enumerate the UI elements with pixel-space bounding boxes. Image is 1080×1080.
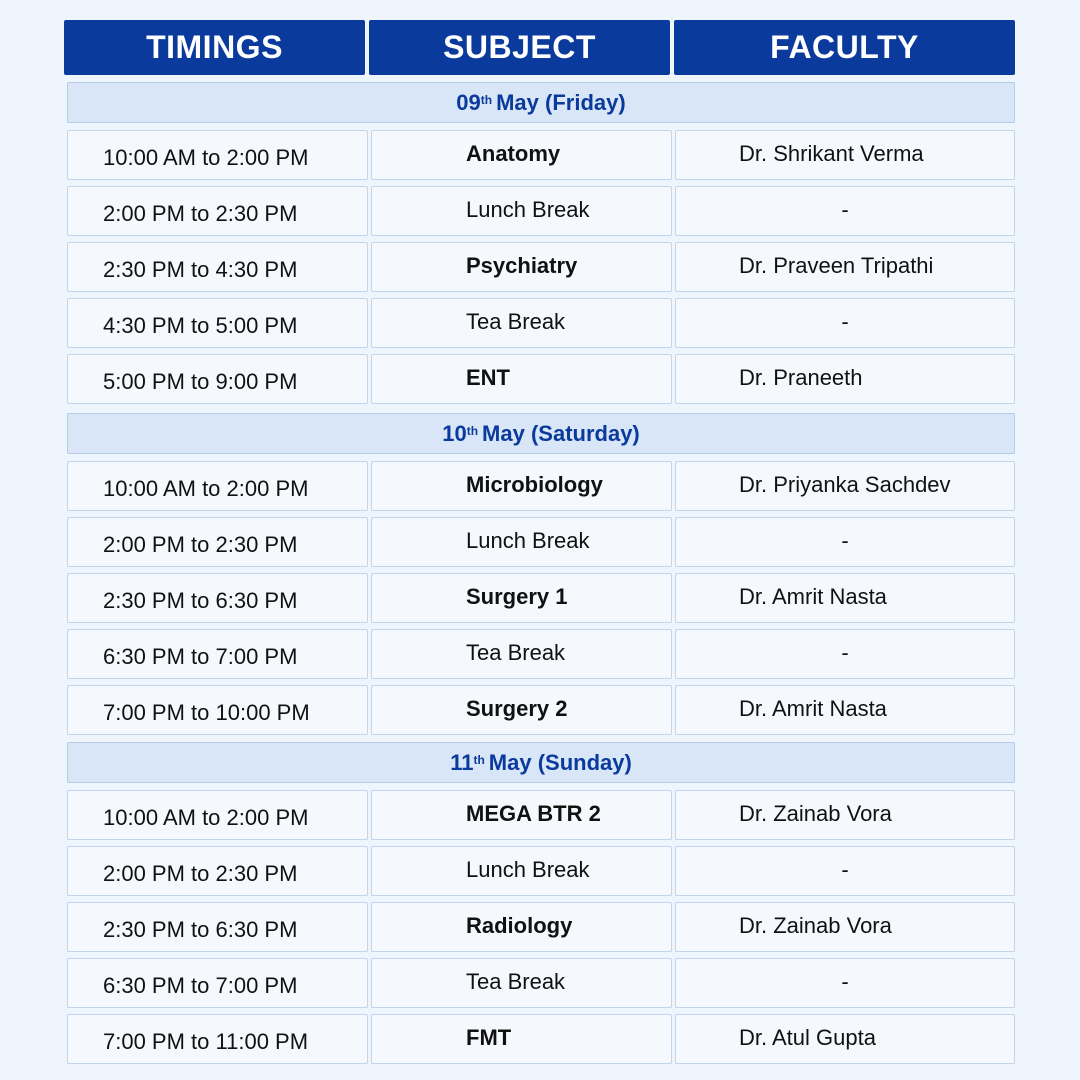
day-suffix: th <box>480 92 493 107</box>
time-cell: 10:00 AM to 2:00 PM <box>67 130 368 180</box>
time-cell: 7:00 PM to 11:00 PM <box>67 1014 368 1064</box>
header-timings: TIMINGS <box>64 20 365 75</box>
faculty-cell: - <box>675 298 1015 348</box>
time-cell: 2:00 PM to 2:30 PM <box>67 517 368 567</box>
faculty-cell: Dr. Zainab Vora <box>675 902 1015 952</box>
day-label: May (Saturday) <box>482 420 640 446</box>
subject-cell: Microbiology <box>371 461 672 511</box>
time-cell: 2:30 PM to 6:30 PM <box>67 902 368 952</box>
subject-cell: MEGA BTR 2 <box>371 790 672 840</box>
time-cell: 6:30 PM to 7:00 PM <box>67 629 368 679</box>
day-suffix: th <box>473 752 485 767</box>
day-header <box>67 413 1015 454</box>
day-header <box>67 742 1015 783</box>
day-suffix: th <box>466 423 479 438</box>
break-cell: Lunch Break <box>371 186 672 236</box>
faculty-cell: Dr. Atul Gupta <box>675 1014 1015 1064</box>
time-cell: 2:00 PM to 2:30 PM <box>67 846 368 896</box>
time-cell: 10:00 AM to 2:00 PM <box>67 790 368 840</box>
faculty-cell: - <box>675 186 1015 236</box>
faculty-cell: Dr. Zainab Vora <box>675 790 1015 840</box>
break-cell: Tea Break <box>371 629 672 679</box>
faculty-cell: - <box>675 846 1015 896</box>
time-cell: 10:00 AM to 2:00 PM <box>67 461 368 511</box>
break-cell: Lunch Break <box>371 517 672 567</box>
subject-cell: ENT <box>371 354 672 404</box>
faculty-cell: Dr. Amrit Nasta <box>675 573 1015 623</box>
time-cell: 2:30 PM to 6:30 PM <box>67 573 368 623</box>
time-cell: 2:30 PM to 4:30 PM <box>67 242 368 292</box>
time-cell: 4:30 PM to 5:00 PM <box>67 298 368 348</box>
faculty-cell: - <box>675 517 1015 567</box>
faculty-cell: Dr. Amrit Nasta <box>675 685 1015 735</box>
faculty-cell: Dr. Shrikant Verma <box>675 130 1015 180</box>
break-cell: Tea Break <box>371 298 672 348</box>
subject-cell: Anatomy <box>371 130 672 180</box>
break-cell: Lunch Break <box>371 846 672 896</box>
day-header <box>67 82 1015 123</box>
header-subject: SUBJECT <box>369 20 670 75</box>
day-number: 09 <box>456 89 481 115</box>
subject-cell: Surgery 1 <box>371 573 672 623</box>
faculty-cell: Dr. Priyanka Sachdev <box>675 461 1015 511</box>
day-number: 10 <box>442 420 467 446</box>
faculty-cell: - <box>675 629 1015 679</box>
time-cell: 2:00 PM to 2:30 PM <box>67 186 368 236</box>
day-number: 11 <box>450 749 474 775</box>
time-cell: 5:00 PM to 9:00 PM <box>67 354 368 404</box>
subject-cell: Radiology <box>371 902 672 952</box>
faculty-cell: - <box>675 958 1015 1008</box>
break-cell: Tea Break <box>371 958 672 1008</box>
time-cell: 7:00 PM to 10:00 PM <box>67 685 368 735</box>
day-label: May (Sunday) <box>488 749 632 775</box>
subject-cell: Psychiatry <box>371 242 672 292</box>
subject-cell: FMT <box>371 1014 672 1064</box>
day-label: May (Friday) <box>496 89 626 115</box>
faculty-cell: Dr. Praveen Tripathi <box>675 242 1015 292</box>
faculty-cell: Dr. Praneeth <box>675 354 1015 404</box>
time-cell: 6:30 PM to 7:00 PM <box>67 958 368 1008</box>
subject-cell: Surgery 2 <box>371 685 672 735</box>
header-faculty: FACULTY <box>674 20 1015 75</box>
